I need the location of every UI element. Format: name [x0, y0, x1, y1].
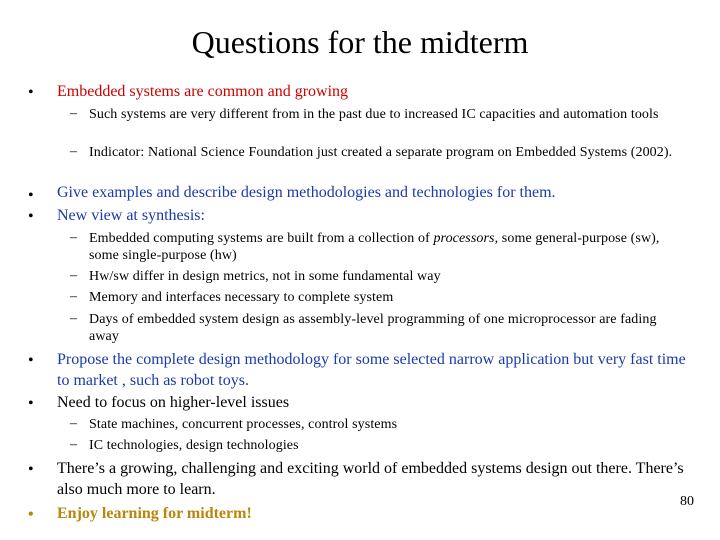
bullet-enjoy-learning: Enjoy learning for midterm! — [57, 505, 252, 522]
bullet-give-examples: Give examples and describe design methodologies and technologies for them. — [57, 184, 556, 201]
sub-bullet-processors — [89, 230, 674, 264]
dash-marker: – — [70, 437, 77, 452]
dash-marker: – — [70, 106, 77, 121]
sub-bullet-memory-interfaces: Memory and interfaces necessary to complete system — [89, 290, 394, 305]
dash-marker: – — [70, 416, 77, 431]
page-number: 80 — [680, 494, 694, 509]
dash-marker: – — [70, 289, 77, 304]
bullet-marker: • — [28, 208, 34, 225]
bullet-propose-methodology: Propose the complete design methodology for some selected narrow application but very fast time to market , such as robot toys. — [57, 351, 686, 389]
bullet-growing-world: There’s a growing, challenging and exciting world of embedded systems design out there. There’s also much more to learn. — [57, 460, 684, 498]
sub-bullet-ic-technologies: IC technologies, design technologies — [89, 438, 299, 453]
slide-title: Questions for the midterm — [191, 24, 529, 60]
bullet-marker: • — [28, 352, 34, 369]
sub-bullet-hw-sw-metrics: Hw/sw differ in design metrics, not in some fundamental way — [89, 269, 441, 284]
bullet-marker: • — [28, 187, 34, 204]
dash-marker: – — [70, 311, 77, 326]
emphasis-processors: processors — [433, 231, 495, 246]
dash-marker: – — [70, 144, 77, 159]
sub-bullet-text-post: , some general-purpose (sw), some single-purpose (hw) — [89, 231, 660, 263]
bullet-new-view-synthesis: New view at synthesis: — [57, 207, 205, 224]
bullet-higher-level-issues: Need to focus on higher-level issues — [57, 394, 290, 411]
bullet-marker: • — [28, 84, 34, 101]
sub-bullet-state-machines: State machines, concurrent processes, control systems — [89, 417, 398, 432]
sub-bullet-text-pre: Embedded computing systems are built from a collection of — [89, 231, 434, 246]
dash-marker: – — [70, 230, 77, 245]
sub-bullet-assembly-level: Days of embedded system design as assembly-level programming of one microprocessor are fading away — [89, 312, 657, 344]
dash-marker: – — [70, 268, 77, 283]
bullet-marker: • — [28, 395, 34, 412]
bullet-marker: • — [28, 461, 34, 478]
bullet-embedded-growing: Embedded systems are common and growing — [57, 83, 349, 100]
sub-bullet-nsf-indicator: Indicator: National Science Foundation just created a separate program on Embedded Systems (2002). — [89, 145, 673, 160]
bullet-marker: • — [28, 506, 34, 523]
sub-bullet-ic-capacities: Such systems are very different from in the past due to increased IC capacities and automation tools — [89, 107, 659, 122]
